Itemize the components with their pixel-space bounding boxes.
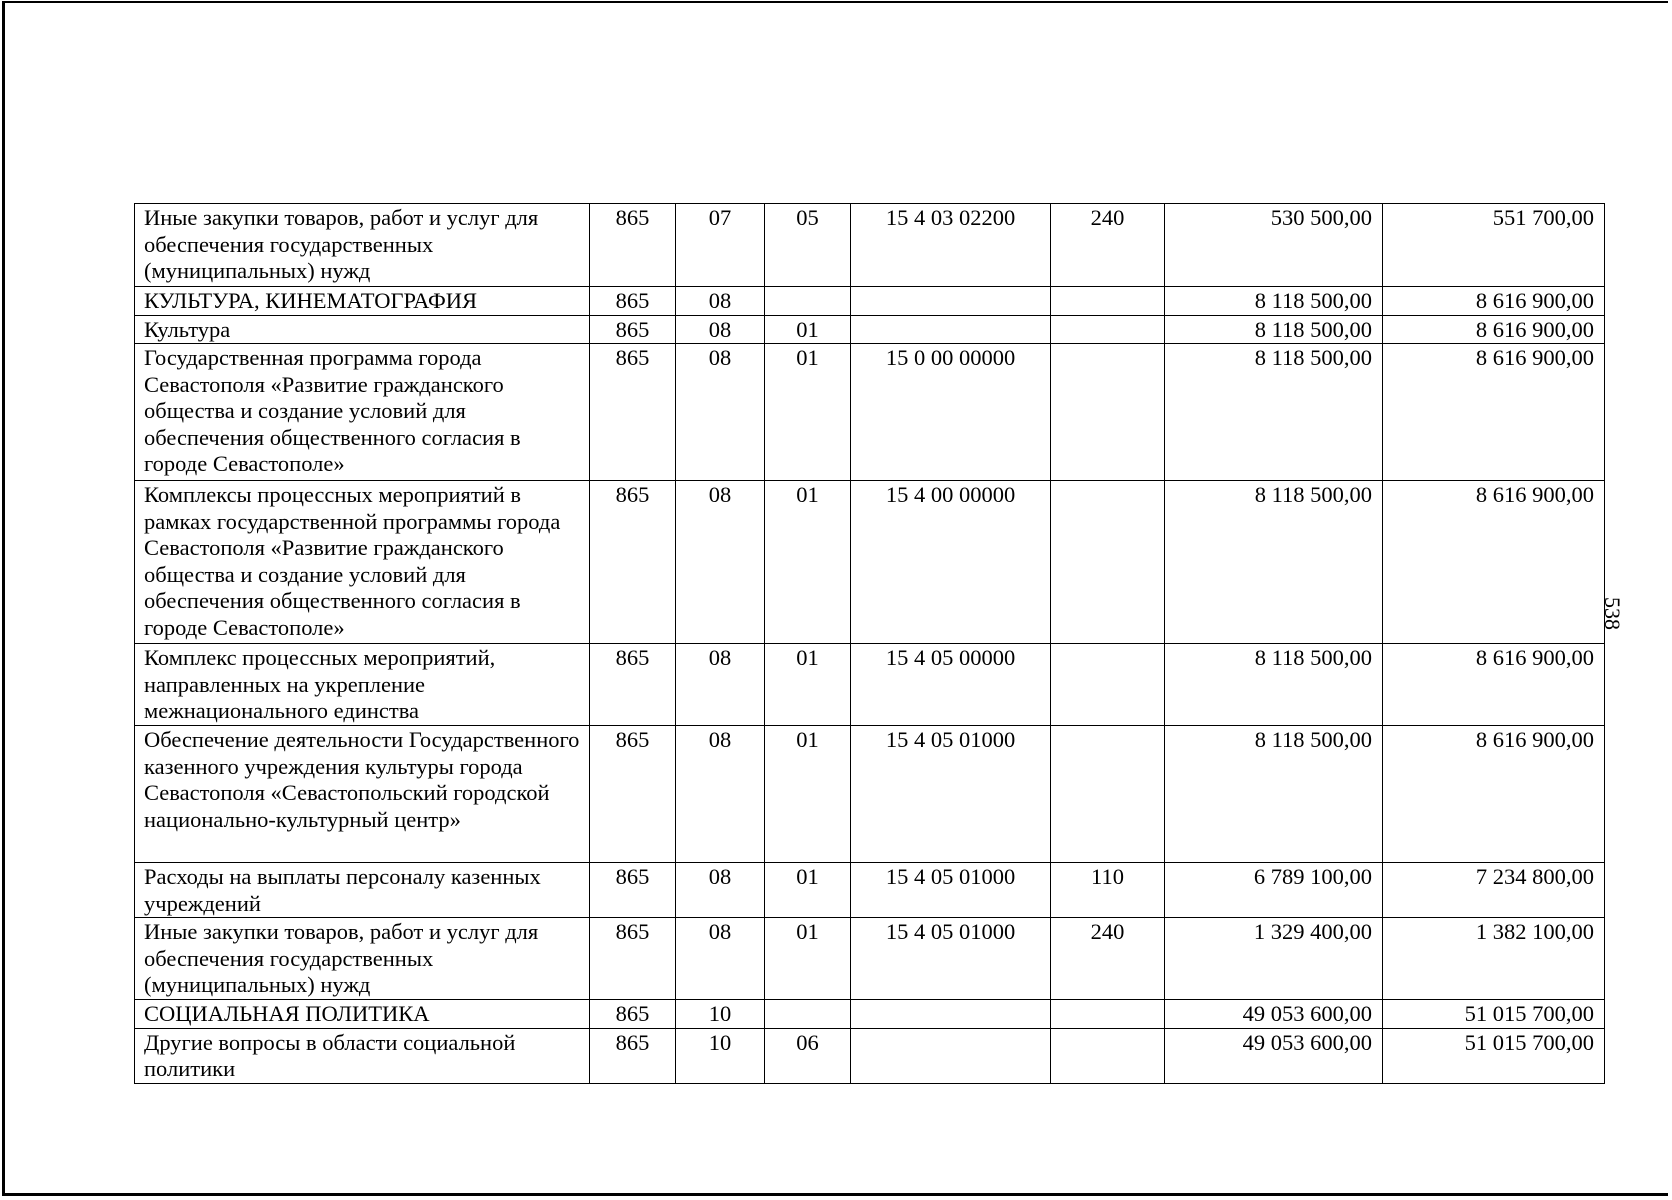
row-podrazdel: 01 bbox=[765, 481, 851, 644]
table-row bbox=[135, 344, 1605, 481]
table-row bbox=[135, 1028, 1605, 1083]
row-vr bbox=[1051, 726, 1165, 863]
row-sum2: 8 616 900,00 bbox=[1383, 726, 1605, 863]
page-number: 538 bbox=[1600, 597, 1625, 630]
row-vr bbox=[1051, 287, 1165, 316]
row-csr: 15 4 05 01000 bbox=[851, 918, 1051, 1000]
row-sum2: 8 616 900,00 bbox=[1383, 344, 1605, 481]
row-csr: 15 4 05 01000 bbox=[851, 863, 1051, 918]
row-ved: 865 bbox=[590, 863, 676, 918]
row-sum2: 8 616 900,00 bbox=[1383, 287, 1605, 316]
row-csr: 15 0 00 00000 bbox=[851, 344, 1051, 481]
row-csr bbox=[851, 1028, 1051, 1083]
row-razdel: 10 bbox=[676, 1028, 765, 1083]
row-name: Иные закупки товаров, работ и услуг для обеспечения государственных (муниципальных) нужд bbox=[135, 918, 590, 1000]
row-podrazdel: 05 bbox=[765, 204, 851, 287]
row-sum1: 49 053 600,00 bbox=[1165, 1028, 1383, 1083]
row-name: Обеспечение деятельности Государственного казенного учреждения культуры города Севастополя «Севастопольский городской национально-культурный центр» bbox=[135, 726, 590, 863]
row-sum1: 6 789 100,00 bbox=[1165, 863, 1383, 918]
row-vr bbox=[1051, 481, 1165, 644]
row-name: Иные закупки товаров, работ и услуг для обеспечения государственных (муниципальных) нужд bbox=[135, 204, 590, 287]
row-ved: 865 bbox=[590, 726, 676, 863]
row-ved: 865 bbox=[590, 1028, 676, 1083]
row-sum2: 551 700,00 bbox=[1383, 204, 1605, 287]
row-podrazdel: 06 bbox=[765, 1028, 851, 1083]
row-podrazdel: 01 bbox=[765, 315, 851, 344]
table-row bbox=[135, 644, 1605, 726]
row-name: Другие вопросы в области социальной политики bbox=[135, 1028, 590, 1083]
table-row bbox=[135, 315, 1605, 344]
row-name: Культура bbox=[135, 315, 590, 344]
row-name: Государственная программа города Севастополя «Развитие гражданского общества и создание условий для обеспечения общественного согласия в городе Севастополе» bbox=[135, 344, 590, 481]
row-razdel: 08 bbox=[676, 315, 765, 344]
table-row bbox=[135, 918, 1605, 1000]
row-sum2: 8 616 900,00 bbox=[1383, 644, 1605, 726]
row-razdel: 07 bbox=[676, 204, 765, 287]
row-name: Расходы на выплаты персоналу казенных учреждений bbox=[135, 863, 590, 918]
row-csr: 15 4 03 02200 bbox=[851, 204, 1051, 287]
row-name: Комплекс процессных мероприятий, направленных на укрепление межнационального единства bbox=[135, 644, 590, 726]
row-csr: 15 4 05 01000 bbox=[851, 726, 1051, 863]
row-sum2: 7 234 800,00 bbox=[1383, 863, 1605, 918]
row-vr: 240 bbox=[1051, 204, 1165, 287]
row-sum2: 1 382 100,00 bbox=[1383, 918, 1605, 1000]
row-razdel: 08 bbox=[676, 863, 765, 918]
row-sum2: 8 616 900,00 bbox=[1383, 315, 1605, 344]
row-name: Комплексы процессных мероприятий в рамках государственной программы города Севастополя «Развитие гражданского общества и создание условий для обеспечения общественного согласия в городе Севастополе» bbox=[135, 481, 590, 644]
table-row bbox=[135, 481, 1605, 644]
table-row bbox=[135, 1000, 1605, 1029]
row-name: СОЦИАЛЬНАЯ ПОЛИТИКА bbox=[135, 1000, 590, 1029]
row-razdel: 10 bbox=[676, 1000, 765, 1029]
row-csr: 15 4 00 00000 bbox=[851, 481, 1051, 644]
row-ved: 865 bbox=[590, 344, 676, 481]
row-podrazdel: 01 bbox=[765, 726, 851, 863]
row-sum2: 51 015 700,00 bbox=[1383, 1000, 1605, 1029]
row-sum1: 8 118 500,00 bbox=[1165, 644, 1383, 726]
row-razdel: 08 bbox=[676, 287, 765, 316]
row-ved: 865 bbox=[590, 481, 676, 644]
row-vr bbox=[1051, 644, 1165, 726]
row-name: КУЛЬТУРА, КИНЕМАТОГРАФИЯ bbox=[135, 287, 590, 316]
row-sum1: 8 118 500,00 bbox=[1165, 726, 1383, 863]
row-podrazdel bbox=[765, 1000, 851, 1029]
row-sum2: 8 616 900,00 bbox=[1383, 481, 1605, 644]
table-row bbox=[135, 287, 1605, 316]
row-vr bbox=[1051, 1000, 1165, 1029]
row-razdel: 08 bbox=[676, 726, 765, 863]
row-sum1: 1 329 400,00 bbox=[1165, 918, 1383, 1000]
row-vr bbox=[1051, 344, 1165, 481]
row-podrazdel: 01 bbox=[765, 918, 851, 1000]
row-razdel: 08 bbox=[676, 918, 765, 1000]
row-csr: 15 4 05 00000 bbox=[851, 644, 1051, 726]
row-razdel: 08 bbox=[676, 344, 765, 481]
row-vr bbox=[1051, 1028, 1165, 1083]
table-row bbox=[135, 863, 1605, 918]
row-razdel: 08 bbox=[676, 481, 765, 644]
row-podrazdel: 01 bbox=[765, 344, 851, 481]
row-podrazdel: 01 bbox=[765, 644, 851, 726]
row-ved: 865 bbox=[590, 1000, 676, 1029]
row-ved: 865 bbox=[590, 315, 676, 344]
table-row bbox=[135, 204, 1605, 287]
row-ved: 865 bbox=[590, 644, 676, 726]
row-csr bbox=[851, 287, 1051, 316]
row-sum1: 530 500,00 bbox=[1165, 204, 1383, 287]
row-csr bbox=[851, 1000, 1051, 1029]
budget-table bbox=[134, 203, 1605, 1084]
table-row bbox=[135, 726, 1605, 863]
row-ved: 865 bbox=[590, 204, 676, 287]
row-sum1: 8 118 500,00 bbox=[1165, 481, 1383, 644]
row-vr bbox=[1051, 315, 1165, 344]
row-razdel: 08 bbox=[676, 644, 765, 726]
row-vr: 110 bbox=[1051, 863, 1165, 918]
row-podrazdel: 01 bbox=[765, 863, 851, 918]
row-sum1: 49 053 600,00 bbox=[1165, 1000, 1383, 1029]
row-sum1: 8 118 500,00 bbox=[1165, 315, 1383, 344]
row-sum1: 8 118 500,00 bbox=[1165, 287, 1383, 316]
row-ved: 865 bbox=[590, 918, 676, 1000]
row-sum1: 8 118 500,00 bbox=[1165, 344, 1383, 481]
row-podrazdel bbox=[765, 287, 851, 316]
row-sum2: 51 015 700,00 bbox=[1383, 1028, 1605, 1083]
row-ved: 865 bbox=[590, 287, 676, 316]
row-csr bbox=[851, 315, 1051, 344]
row-vr: 240 bbox=[1051, 918, 1165, 1000]
